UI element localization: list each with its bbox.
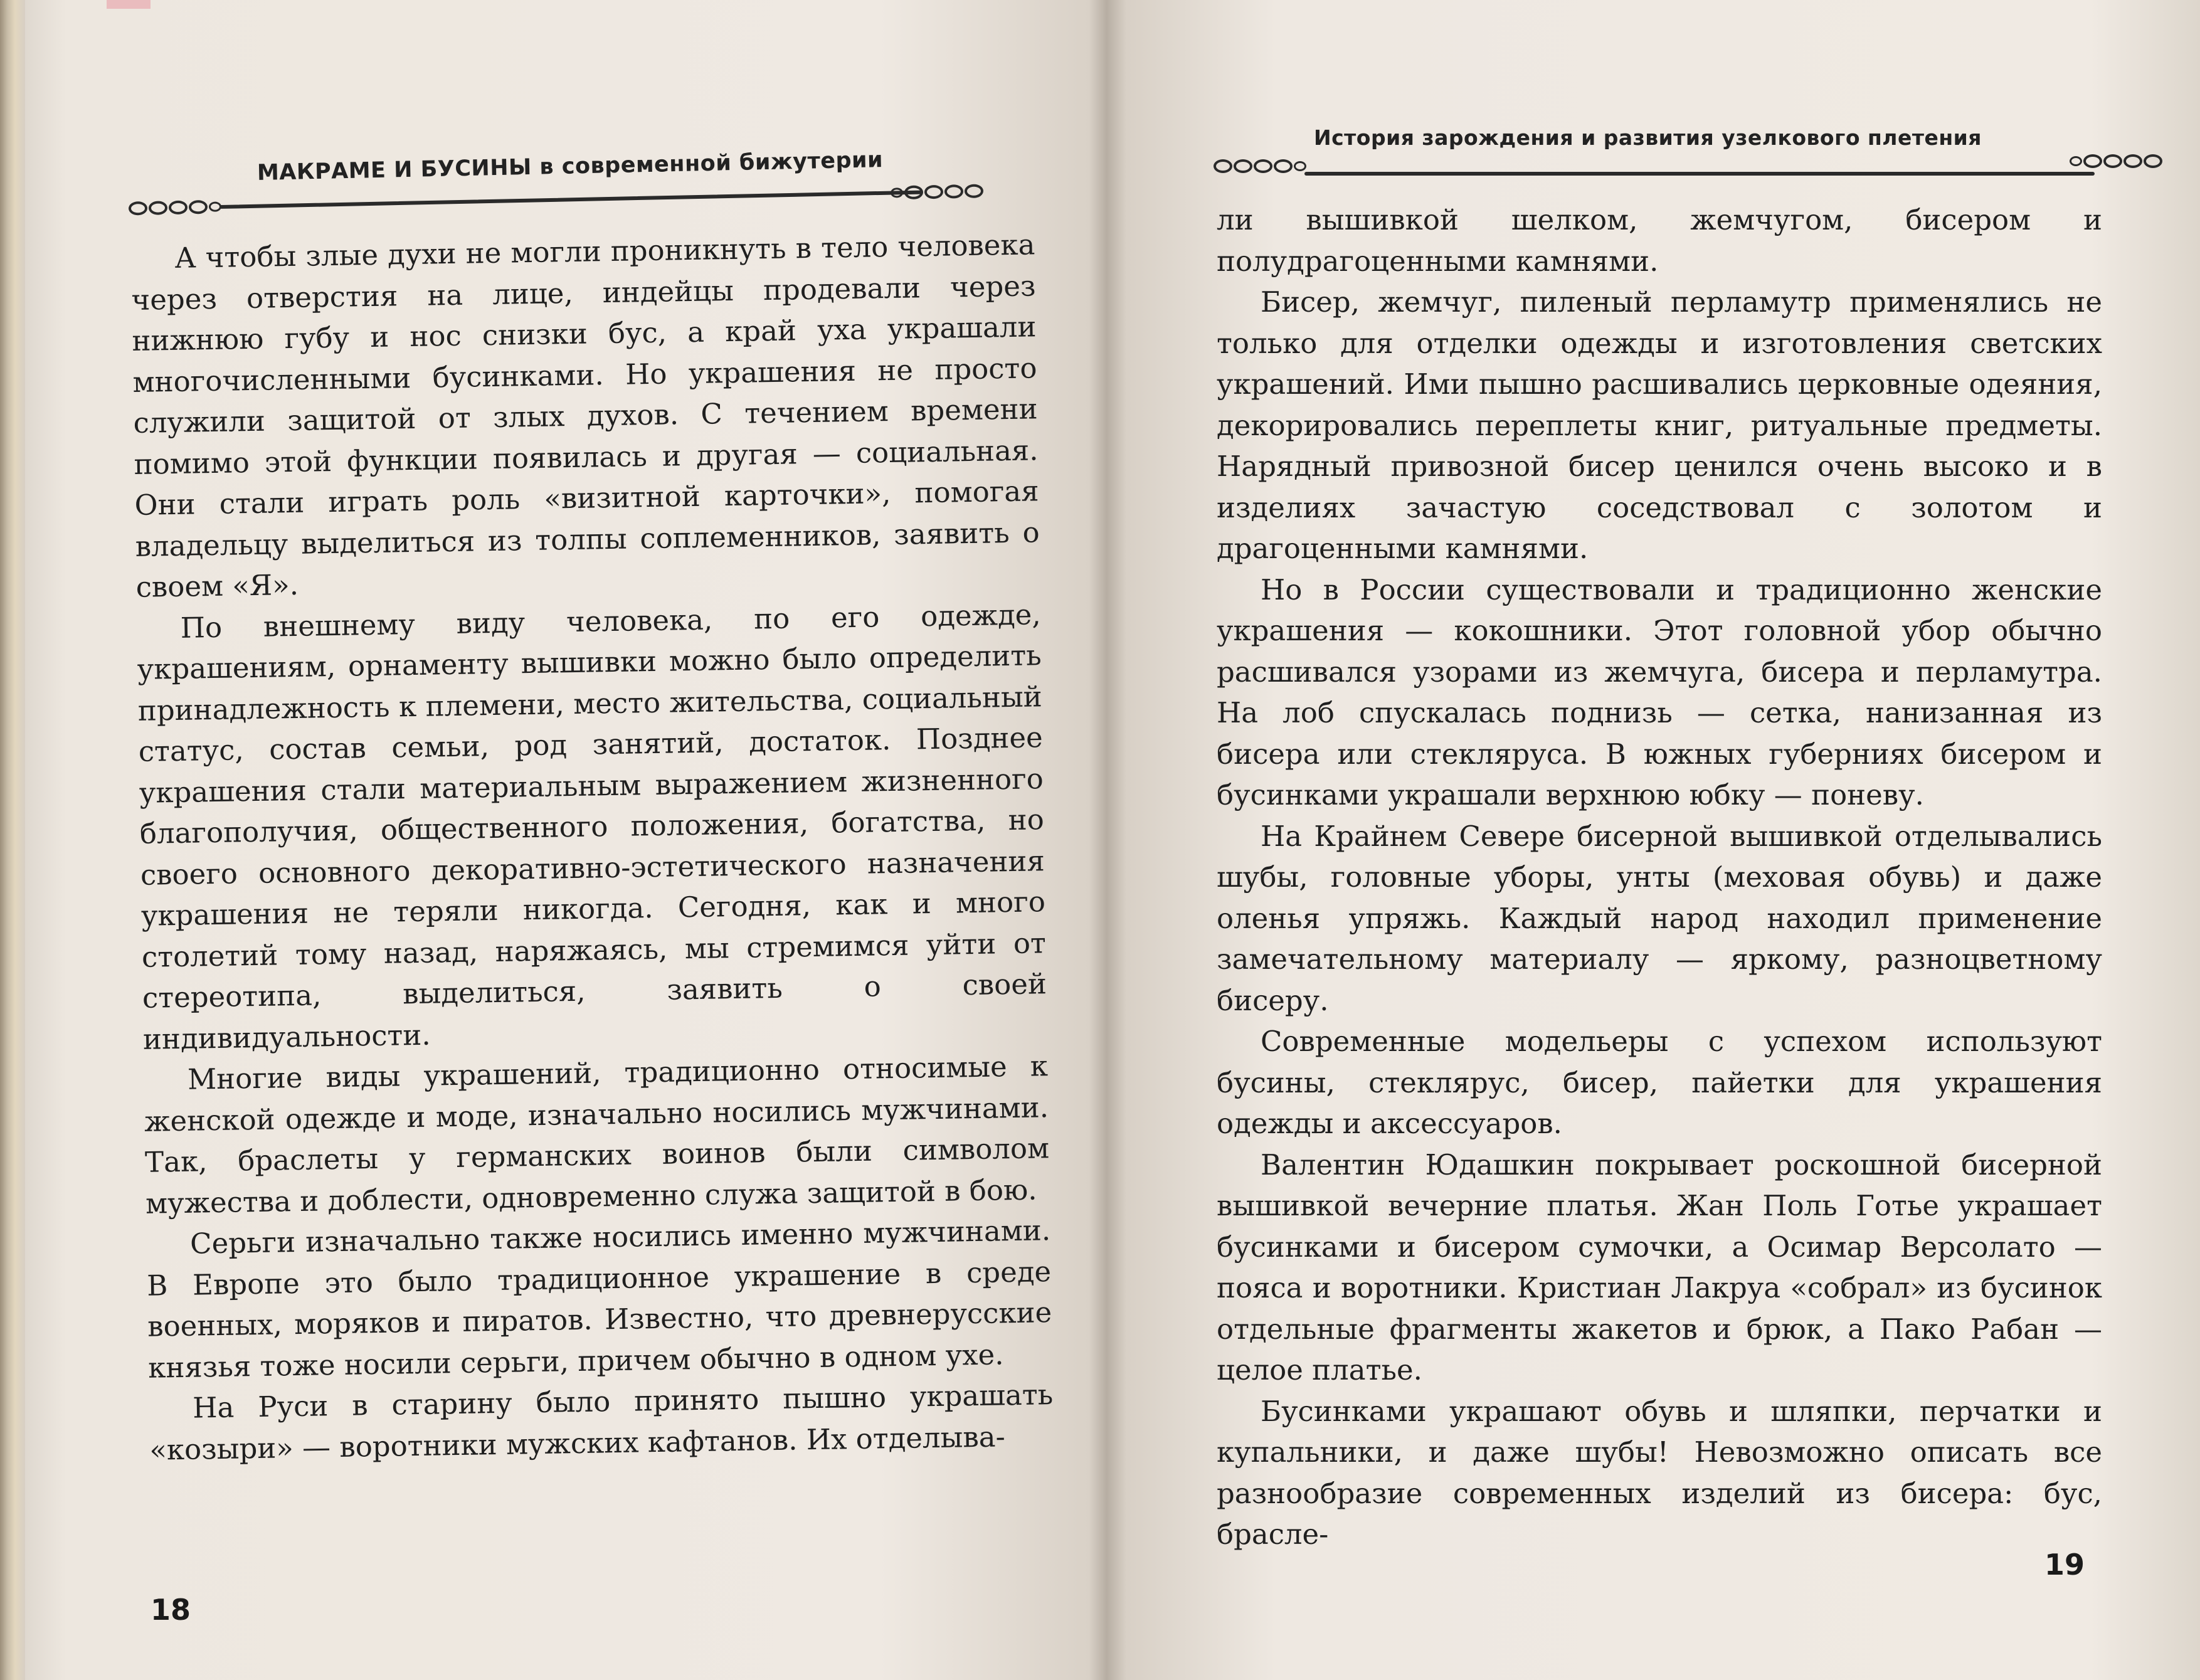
- left-page: [25, 0, 1104, 1680]
- bead-icon: [169, 201, 188, 215]
- right-paragraph: Валентин Юдашкин покрывает роскошной бисерной вышивкой вечерние платья. Жан Поль Готье украшает бусинками и бисером сумочки, а Осимар Версолато — пояса и воротники. Кристиан Лакруа «собрал» из бусинок отдельные фрагменты жакетов и брюк, а Пако Рабан — целое платье.: [1217, 1148, 2102, 1387]
- right-paragraph: Бусинками украшают обувь и шляпки, перчатки и купальники, и даже шубы! Невозможно описать все разнообразие современных изделий из бисера: бус, брасле-: [1217, 1394, 2102, 1551]
- bead-icon: [129, 201, 147, 216]
- right-paragraph: Но в России существовали и традиционно женские украшения — кокошники. Этот головной убор обычно расшивался узорами из жемчуга, бисера и перламутра. На лоб спускалась поднизь — сетка, нанизанная из бисера или стекляруса. В южных губерниях бисером и бусинками украшали верхнюю юбку — поневу.: [1217, 573, 2102, 811]
- bead-icon: [1254, 159, 1272, 173]
- left-beads-left-ornament: [129, 199, 221, 215]
- bead-icon: [1214, 159, 1232, 173]
- bead-icon: [2083, 154, 2102, 168]
- bead-icon: [149, 201, 167, 215]
- right-beads-left-ornament: [1214, 159, 1306, 173]
- right-paragraph: На Крайнем Севере бисерной вышивкой отделывались шубы, головные уборы, унты (меховая обувь) и даже оленья упряжь. Каждый народ находил применение замечательному материалу — яркому, разноцветному бисеру.: [1217, 819, 2102, 1017]
- right-beads-right-ornament: [2070, 154, 2162, 168]
- left-paragraph: На Руси в старину было принято пышно украшать «козыри» — воротники мужских кафтанов. Их отделыва-: [149, 1378, 1054, 1467]
- page-edges: [0, 0, 25, 1680]
- bead-icon: [965, 184, 983, 198]
- left-paragraph: По внешнему виду человека, по его одежде, украшениям, орнаменту вышивки можно было определить принадлежность к племени, место жительства, социальный статус, состав семьи, род занятий, достаток. Позднее украшения стали материальным выражением жизненного благополучия, общественного положения, богатства, но своего основного декоративно-эстетического назначения украшения не теряли никогда. Сегодня, как и много столетий тому назад, наряжаясь, мы стремимся уйти от стереотипа, выделиться, заявить о своей индивидуальности.: [137, 597, 1047, 1056]
- bead-icon: [2144, 154, 2162, 168]
- bead-icon: [189, 200, 208, 214]
- bead-icon: [1234, 159, 1252, 173]
- left-page-number: 18: [151, 1593, 191, 1627]
- left-beads-right-ornament: [891, 184, 983, 199]
- right-paragraph: ли вышивкой шелком, жемчугом, бисером и полудрагоценными камнями.: [1217, 203, 2102, 278]
- left-body-text: [130, 224, 1054, 1470]
- bead-icon: [2123, 154, 2142, 168]
- left-header-rule: [219, 191, 922, 209]
- bead-icon: [904, 185, 923, 199]
- right-header-rule: [1304, 172, 2095, 176]
- right-paragraph: Бисер, жемчуг, пиленый перламутр применялись не только для отделки одежды и изготовления светских украшений. Ими пышно расшивались церковные одеяния, декорировались переплеты книг, ритуальные предметы. Нарядный привозной бисер ценился очень высоко и в изделиях зачастую соседствовал с золотом и драгоценными камнями.: [1217, 285, 2102, 565]
- right-page-number: 19: [2044, 1548, 2085, 1582]
- bead-icon: [2103, 154, 2122, 168]
- bead-icon: [944, 184, 963, 199]
- bead-icon: [2070, 156, 2082, 166]
- bead-icon: [891, 188, 903, 198]
- bead-icon: [924, 185, 943, 199]
- left-paragraph: Серьги изначально также носились именно мужчинами. В Европе это было традиционное украшение в среде военных, моряков и пиратов. Известно, что древнерусские князья тоже носили серьги, причем обычно в одном ухе.: [146, 1213, 1052, 1385]
- right-body-text: [1217, 199, 2102, 1555]
- bead-icon: [1294, 161, 1306, 171]
- right-running-title: История зарождения и развития узелкового плетения: [1314, 125, 1982, 150]
- bead-icon: [1274, 159, 1293, 173]
- left-paragraph: А чтобы злые духи не могли проникнуть в тело человека через отверстия на лице, индейцы продевали через нижнюю губу и нос снизки бус, а край уха украшали многочисленными бусинками. Но украшения не просто служили защитой от злых духов. С течением времени помимо этой функции появилась и другая — социальная. Они стали играть роль «визитной карточки», помогая владельцу выделиться из толпы соплеменников, заявить о своем «Я».: [131, 228, 1040, 604]
- left-running-title: МАКРАМЕ И БУСИНЫ в современной бижутерии: [256, 147, 884, 186]
- left-paragraph: Многие виды украшений, традиционно относимые к женской одежде и моде, изначально носились мужчинами. Так, браслеты у германских воинов были символом мужества и доблести, одновременно служа защитой в бою.: [144, 1049, 1050, 1220]
- right-paragraph: Современные модельеры с успехом используют бусины, стеклярус, бисер, пайетки для украшения одежды и аксессуаров.: [1217, 1025, 2102, 1140]
- right-page: [1104, 0, 2200, 1680]
